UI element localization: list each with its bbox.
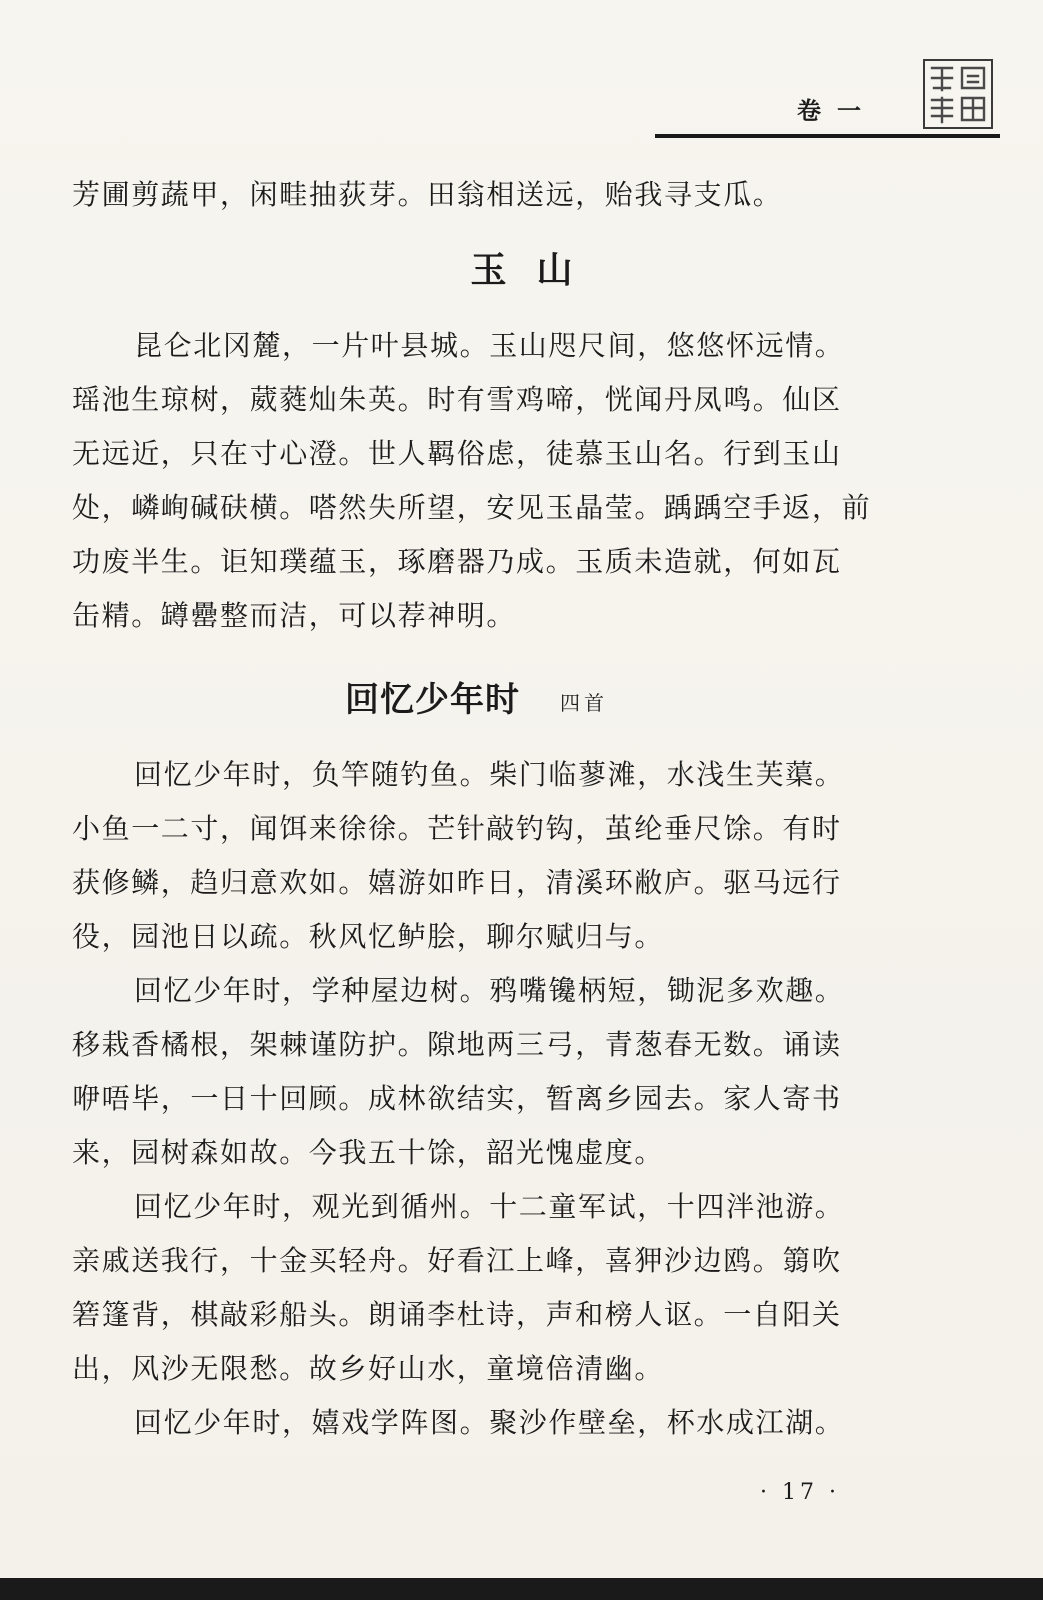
text-line: 瑶池生琼树，葳蕤灿朱英。时有雪鸡啼，恍闻丹凤鸣。仙区	[72, 383, 842, 416]
text-line: 亲戚送我行，十金买轻舟。好看江上峰，喜狎沙边鸥。篛吹	[72, 1244, 842, 1277]
text-line: 处，嶙峋碱砆横。嗒然失所望，安见玉晶莹。踽踽空手返，前	[72, 491, 872, 524]
text-line: 移栽香橘根，架棘谨防护。隙地两三弓，青葱春无数。诵读	[72, 1028, 842, 1061]
text-line: 昆仑北冈麓，一片叶县城。玉山咫尺间，悠悠怀远情。	[134, 329, 845, 362]
poem-subtitle: 四首	[560, 691, 608, 715]
text-line: 回忆少年时，负竿随钓鱼。柴门临蓼滩，水浅生芙蕖。	[134, 758, 845, 791]
poem-body-yushan	[72, 319, 902, 643]
poem-body-huiyi	[72, 748, 902, 1450]
text-line: 咿唔毕，一日十回顾。成林欲结实，暂离乡园去。家人寄书	[72, 1082, 842, 1115]
seal-stamp-icon	[922, 58, 994, 130]
header-rule	[655, 134, 1000, 138]
text-line: 回忆少年时，嬉戏学阵图。聚沙作壁垒，杯水成江湖。	[134, 1406, 845, 1439]
poem-title-huiyi: 回忆少年时	[345, 680, 520, 720]
text-line: 芳圃剪蔬甲，闲畦抽荻芽。田翁相送远，贻我寻支瓜。	[72, 178, 783, 211]
text-line: 回忆少年时，学种屋边树。鸦嘴镵柄短，锄泥多欢趣。	[134, 974, 845, 1007]
poem-title-yushan: 玉山	[470, 249, 603, 291]
text-line: 出，风沙无限愁。故乡好山水，童境倍清幽。	[72, 1352, 665, 1385]
text-line: 获修鳞，趋归意欢如。嬉游如昨日，清溪环敝庐。驱马远行	[72, 866, 842, 899]
chapter-label: 卷一	[797, 96, 877, 125]
text-line: 役，园池日以疏。秋风忆鲈脍，聊尔赋归与。	[72, 920, 665, 953]
text-line: 箬篷背，棋敲彩船头。朗诵李杜诗，声和榜人讴。一自阳关	[72, 1298, 842, 1331]
text-line: 小鱼一二寸，闻饵来徐徐。芒针敲钓钩，茧纶垂尺馀。有时	[72, 812, 842, 845]
text-line: 功废半生。讵知璞蕴玉，琢磨器乃成。玉质未造就，何如瓦	[72, 545, 842, 578]
page-number: · 17 ·	[760, 1480, 840, 1505]
scan-bottom-edge	[0, 1578, 1043, 1600]
opening-line-block	[72, 168, 902, 222]
text-line: 来，园树森如故。今我五十馀，韶光愧虚度。	[72, 1136, 665, 1169]
text-line: 回忆少年时，观光到循州。十二童军试，十四泮池游。	[134, 1190, 845, 1223]
text-line: 缶精。罇罍整而洁，可以荐神明。	[72, 599, 517, 632]
text-line: 无远近，只在寸心澄。世人羁俗虑，徒慕玉山名。行到玉山	[72, 437, 842, 470]
